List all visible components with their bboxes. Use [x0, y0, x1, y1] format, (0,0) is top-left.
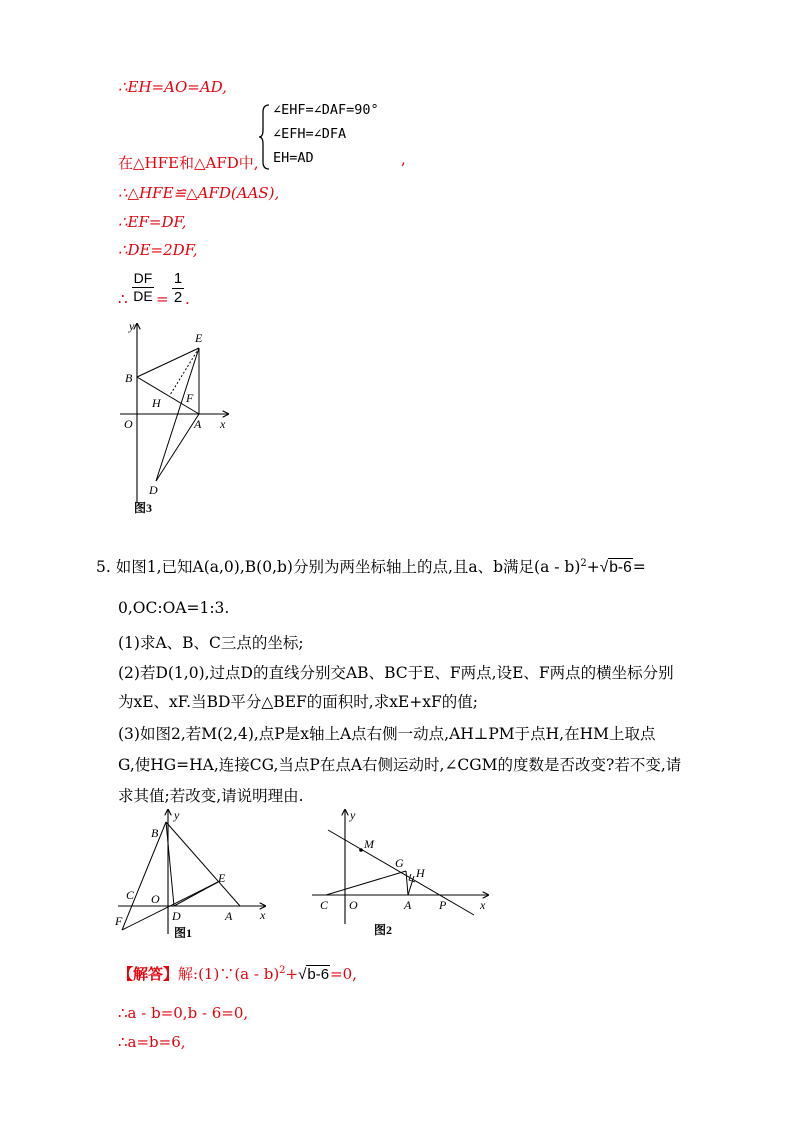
- fig2-label-o: O: [349, 898, 358, 912]
- system-row-3: EH=AD: [273, 150, 314, 166]
- fig1-segment-de: [174, 882, 218, 906]
- fig1-label-e: E: [218, 871, 226, 885]
- fig2-label-g: G: [395, 856, 404, 870]
- fig1-label-x: x: [260, 908, 266, 922]
- problem-5-stem-line2: 0,OC:OA=1:3.: [118, 599, 230, 617]
- fig1-segment-ba: [166, 822, 240, 906]
- fig1-label-b: B: [151, 826, 159, 840]
- fig2-label-m: M: [364, 837, 374, 851]
- answer-line-1: [118, 963, 357, 984]
- fig3-label-o: O: [124, 417, 133, 431]
- system-row-2: ∠EFH=∠DFA: [273, 126, 347, 142]
- question-2-line2: 为xE、xF.当BD平分△BEF的面积时,求xE+xF的值;: [118, 693, 478, 711]
- answer-tag: 【解答】: [118, 965, 179, 983]
- fig2-right-angle-mark: [409, 874, 415, 882]
- answer-line-2: ∴a - b=0,b - 6=0,: [118, 1004, 249, 1022]
- problem-5-stem: [96, 555, 646, 577]
- solution-line-trailing-comma: ,: [401, 150, 406, 168]
- stem-equals: =: [632, 558, 646, 576]
- fig1-label-d: D: [172, 909, 181, 923]
- solution-line-de-2df: ∴DE=2DF,: [118, 241, 198, 259]
- fig3-label-a: A: [194, 417, 202, 431]
- fig2-label-y: y: [350, 808, 356, 822]
- answer-line-3: ∴a=b=6,: [118, 1033, 186, 1051]
- fraction-numerator: DF: [133, 270, 153, 286]
- fig3-segment-ad: [156, 414, 199, 481]
- stem-superscript: 2: [580, 557, 587, 569]
- fig1-label-f: F: [115, 914, 123, 928]
- question-3-line3: 求其值;若改变,请说明理由.: [118, 787, 304, 805]
- fraction-denominator: DE: [133, 288, 153, 304]
- answer-line1-tail: =0,: [330, 965, 357, 983]
- half-numerator: 1: [173, 270, 183, 287]
- fig1-segment-bd: [166, 822, 174, 906]
- figure-1: [110, 806, 275, 938]
- fig3-label-x: x: [220, 417, 226, 431]
- fig1-label-o: O: [151, 892, 160, 906]
- answer-plus: +: [285, 965, 299, 983]
- period: .: [185, 290, 190, 308]
- half-denominator: 2: [173, 289, 183, 306]
- figure-2: [308, 806, 493, 936]
- answer-sqrt-sign: √: [298, 966, 307, 983]
- solution-line-in-triangles: 在△HFE和△AFD中,: [118, 154, 259, 172]
- problem-number: 5.: [96, 558, 111, 576]
- fig2-label-x: x: [480, 898, 486, 912]
- solution-line-ef-df: ∴EF=DF,: [118, 213, 187, 231]
- fig3-label-e: E: [195, 331, 203, 345]
- fraction-one-half: [172, 270, 184, 306]
- answer-sqrt-radicand: b-6: [307, 966, 330, 983]
- fig3-label-h: H: [152, 396, 161, 410]
- fig2-label-p: P: [439, 898, 447, 912]
- answer-line1-text: 解:(1)∵(a - b): [178, 965, 280, 983]
- question-3-line2: G,使HG=HA,连接CG,当点P在点A右侧运动时,∠CGM的度数是否改变?若不变,请: [118, 756, 682, 774]
- fig1-label-a: A: [225, 909, 233, 923]
- fig2-segment-cg: [326, 871, 406, 895]
- fig3-label-f: F: [186, 391, 194, 405]
- stem-plus: +: [586, 558, 600, 576]
- fig1-label-y: y: [174, 808, 180, 822]
- fig3-label-y: y: [129, 319, 135, 333]
- fig1-caption: 图1: [174, 926, 193, 938]
- fig2-label-a: A: [404, 898, 412, 912]
- fig2-point-m: [359, 848, 363, 852]
- figure-3: [112, 318, 242, 518]
- fraction-df-de: [132, 270, 154, 304]
- question-3-line1: (3)如图2,若M(2,4),点P是x轴上A点右侧一动点,AH⊥PM于点H,在HM上取点: [118, 725, 656, 743]
- system-row-1: ∠EHF=∠DAF=90°: [273, 102, 379, 118]
- solution-line-congruent: ∴△HFE≌△AFD(AAS),: [118, 184, 280, 202]
- equals-sign: =: [156, 290, 169, 308]
- fig2-label-c: C: [320, 898, 329, 912]
- solution-line-eh-ao-ad: ∴EH=AO=AD,: [118, 78, 227, 96]
- fig2-caption: 图2: [374, 923, 393, 936]
- fig3-label-d: D: [149, 483, 158, 497]
- sqrt-sign: √: [599, 559, 609, 576]
- answer-superscript: 2: [279, 965, 286, 976]
- system-brace: [259, 104, 271, 170]
- question-2-line1: (2)若D(1,0),过点D的直线分别交AB、BC于E、F两点,设E、F两点的横坐标分别: [118, 664, 674, 682]
- therefore-symbol: ∴: [118, 290, 128, 308]
- fig2-segment-ag: [406, 871, 408, 895]
- fig1-label-c: C: [126, 888, 135, 902]
- fig3-label-b: B: [125, 371, 133, 385]
- stem-text: 如图1,已知A(a,0),B(0,b)分别为两坐标轴上的点,且a、b满足(a - b): [115, 558, 581, 576]
- question-1: (1)求A、B、C三点的坐标;: [118, 634, 304, 652]
- fig3-caption: 图3: [134, 501, 153, 515]
- stem-sqrt-radicand: b-6: [609, 559, 632, 576]
- fig2-label-h: H: [416, 866, 425, 880]
- fig1-line-bf: [122, 822, 166, 930]
